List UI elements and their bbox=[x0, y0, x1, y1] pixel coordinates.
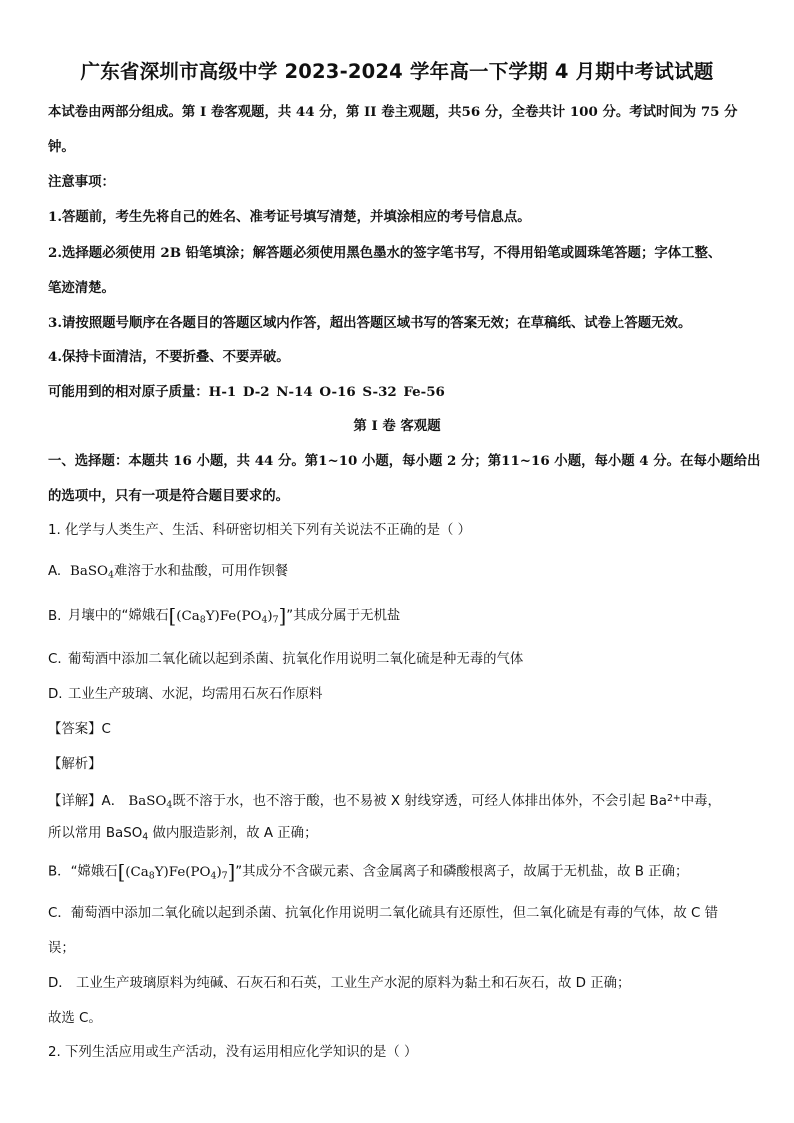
question-1-option-b bbox=[48, 604, 401, 629]
question-1-answer: 【答案】C bbox=[48, 722, 111, 737]
intro-line-2: 钟。 bbox=[48, 139, 75, 155]
notice-item-4: 4.保持卡面清洁，不要折叠、不要弄破。 bbox=[48, 349, 290, 365]
detail-b: B．“嫦娥石$[(Ca_8Y)Fe(PO_4)_7]$”其成分不含碳元素、含金属离子和磷酸根离子，故属于无机盐，故 B 正确； bbox=[48, 860, 689, 883]
question-1-stem: 1. 化学与人类生产、生活、科研密切相关下列有关说法不正确的是（ ） bbox=[48, 523, 472, 538]
option-letter: B. bbox=[48, 608, 62, 624]
notice-item-2-line-1: 2.选择题必须使用 2B 铅笔填涂；解答题必须使用黑色墨水的签字笔书写，不得用铅笔或圆珠笔答题；字体工整、 bbox=[48, 245, 722, 261]
detail-a-line-2: 所以常用 BaSO$_4$ 做内服造影剂，故 A 正确； bbox=[48, 826, 318, 843]
detail-d: D． 工业生产玻璃原料为纯碱、石灰石和石英，工业生产水泥的原料为黏土和石灰石，故 D 正确； bbox=[48, 976, 631, 991]
question-1-conclusion: 故选 C。 bbox=[48, 1011, 102, 1026]
part1-heading: 第 I 卷 客观题 bbox=[353, 418, 441, 434]
option-letter: C. bbox=[48, 652, 62, 667]
question-1-option-d bbox=[48, 686, 322, 704]
option-letter: A. bbox=[48, 564, 62, 579]
question-1-option-c bbox=[48, 651, 523, 669]
option-letter: D. bbox=[48, 687, 63, 702]
notice-item-2-line-2: 笔迹清楚。 bbox=[48, 280, 115, 296]
option-text-suffix: ”其成分属于无机盐 bbox=[286, 608, 401, 624]
page-title: 广东省深圳市高级中学 2023-2024 学年高一下学期 4 月期中考试试题 bbox=[80, 60, 714, 83]
formula-change-stone: $[(Ca_8Y)Fe(PO_4)_7]$ bbox=[168, 604, 287, 627]
formula-baso4: BaSO$_4$ bbox=[70, 564, 114, 581]
question-1-analysis-heading: 【解析】 bbox=[48, 757, 102, 772]
option-text: 葡萄酒中添加二氧化硫以起到杀菌、抗氧化作用说明二氧化硫是种无毒的气体 bbox=[68, 652, 524, 667]
option-text: 工业生产玻璃、水泥，均需用石灰石作原料 bbox=[68, 687, 323, 702]
section-instructions-line-2: 的选项中，只有一项是符合题目要求的。 bbox=[48, 488, 290, 504]
formula-change-stone: $[(Ca_8Y)Fe(PO_4)_7]$ bbox=[117, 860, 236, 883]
section-instructions-line-1: 一、选择题：本题共 16 小题，共 44 分。第1~10 小题，每小题 2 分；第11~16 小题，每小题 4 分。在每小题给出 bbox=[48, 453, 761, 469]
formula-baso4: BaSO$_4$ bbox=[128, 794, 173, 811]
notice-item-3: 3.请按照题号顺序在各题目的答题区域内作答，超出答题区域书写的答案无效；在草稿纸、试卷上答题无效。 bbox=[48, 315, 692, 331]
detail-c-line-1: C．葡萄酒中添加二氧化硫以起到杀菌、抗氧化作用说明二氧化硫具有还原性，但二氧化硫是有毒的气体，故 C 错 bbox=[48, 906, 718, 921]
question-2-stem: 2. 下列生活应用或生产活动，没有运用相应化学知识的是（ ） bbox=[48, 1045, 418, 1060]
notice-heading: 注意事项： bbox=[48, 174, 115, 190]
atomic-mass-line: 可能用到的相对原子质量：H-1 D-2 N-14 O-16 S-32 Fe-56 bbox=[48, 384, 445, 400]
notice-item-1: 1.答题前，考生先将自己的姓名、准考证号填写清楚，并填涂相应的考号信息点。 bbox=[48, 209, 531, 225]
option-text-prefix: 月壤中的“嫦娥石 bbox=[68, 608, 169, 624]
detail-a-line-1: 【详解】A． BaSO$_4$既不溶于水，也不溶于酸，也不易被 X 射线穿透，可经人体排出体外，不会引起 $Ba^{2+}$中毒， bbox=[48, 793, 721, 811]
option-text: 难溶于水和盐酸，可用作钡餐 bbox=[113, 564, 289, 579]
detail-c-line-2: 误； bbox=[48, 941, 75, 956]
intro-line-1: 本试卷由两部分组成。第 I 卷客观题，共 44 分，第 II 卷主观题，共56 分，全卷共计 100 分。考试时间为 75 分 bbox=[48, 104, 738, 120]
question-1-option-a bbox=[48, 563, 288, 584]
